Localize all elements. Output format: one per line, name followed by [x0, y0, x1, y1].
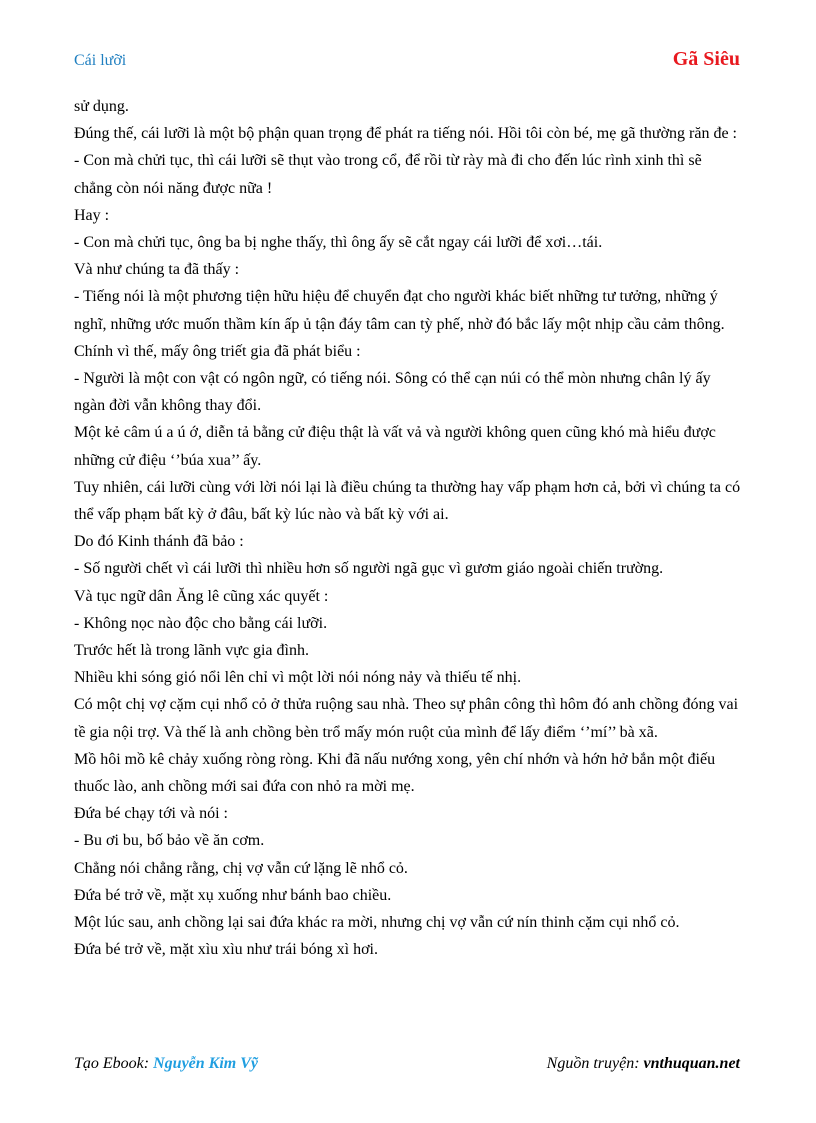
ebook-label: Tạo Ebook	[74, 1055, 144, 1072]
paragraph: Có một chị vợ cặm cụi nhổ cỏ ở thửa ruộng sau nhà. Theo sự phân công thì hôm đó anh chồng đóng vai tề gia nội trợ. Và thế là anh chồng bèn trổ mấy món ruột của mình để lấy điểm ‘’mí’’ bà xã.	[74, 696, 739, 741]
source-credit: Nguồn truyện: vnthuquan.net	[546, 1055, 740, 1072]
paragraph: - Bu ơi bu, bố bảo về ăn cơm.	[74, 832, 265, 850]
source-site: vnthuquan.net	[643, 1055, 740, 1072]
paragraph: Một kẻ câm ú a ú ớ, diễn tả bằng cử điệu thật là vất vả và người không quen cũng khó mà hiểu được những cử điệu ‘’búa xua’’ ấy.	[74, 424, 716, 469]
paragraph: Đứa bé trở về, mặt xìu xìu như trái bóng xì hơi.	[74, 941, 378, 959]
page-title: Cái lưỡi	[74, 52, 127, 69]
author-name: Gã Siêu	[672, 48, 740, 70]
paragraph: Chính vì thế, mấy ông triết gia đã phát biểu :	[74, 342, 361, 360]
paragraph: Nhiều khi sóng gió nổi lên chỉ vì một lời nói nóng nảy và thiếu tế nhị.	[74, 669, 522, 687]
paragraph: Đứa bé chạy tới và nói :	[74, 805, 228, 823]
paragraph: Tuy nhiên, cái lưỡi cùng với lời nói lại là điều chúng ta thường hay vấp phạm hơn cả, bởi vì chúng ta có thể vấp phạm bất kỳ ở đâu, bất kỳ lúc nào và bất kỳ với ai.	[74, 478, 741, 524]
source-label: Nguồn truyện	[546, 1055, 635, 1072]
paragraph: Và như chúng ta đã thấy :	[74, 261, 240, 279]
paragraph: - Số người chết vì cái lưỡi thì nhiều hơn số người ngã gục vì gươm giáo ngoài chiến trường.	[74, 560, 664, 578]
ebook-credit: Tạo Ebook: Nguyễn Kim Vỹ	[74, 1055, 258, 1072]
paragraph: Đứa bé trở về, mặt xụ xuống như bánh bao chiều.	[74, 886, 392, 904]
paragraph: Do đó Kinh thánh đã bảo :	[74, 533, 244, 551]
paragraph: - Người là một con vật có ngôn ngữ, có tiếng nói. Sông có thể cạn núi có thể mòn nhưng chân lý ấy ngàn đời vẫn không thay đổi.	[74, 370, 711, 415]
paragraph: Đúng thế, cái lưỡi là một bộ phận quan trọng để phát ra tiếng nói. Hồi tôi còn bé, mẹ gã thường răn đe :	[74, 125, 737, 143]
paragraph: Hay :	[74, 206, 110, 224]
paragraph: Chẳng nói chẳng rằng, chị vợ vẫn cứ lặng lẽ nhổ cỏ.	[74, 859, 408, 877]
paragraph: - Con mà chửi tục, thì cái lưỡi sẽ thụt vào trong cổ, để rồi từ rày mà đi cho đến lúc rình xinh thì sẽ chẳng còn nói năng được nữa !	[74, 152, 702, 197]
paragraph: Mồ hôi mồ kê chảy xuống ròng ròng. Khi đã nấu nướng xong, yên chí nhớn và hớn hở bắn một điếu thuốc lào, anh chồng mới sai đứa con nhỏ ra mời mẹ.	[74, 750, 716, 796]
paragraph: Một lúc sau, anh chồng lại sai đứa khác ra mời, nhưng chị vợ vẫn cứ nín thinh cặm cụi nhổ cỏ.	[74, 914, 680, 932]
paragraph: Và tục ngữ dân Ăng lê cũng xác quyết :	[74, 587, 329, 605]
paragraph: - Không nọc nào độc cho bằng cái lưỡi.	[74, 614, 328, 632]
paragraph: - Con mà chửi tục, ông ba bị nghe thấy, thì ông ấy sẽ cắt ngay cái lưỡi để xơi…tái.	[74, 234, 603, 252]
paragraph: Trước hết là trong lãnh vực gia đình.	[74, 642, 309, 660]
paragraph: sử dụng.	[74, 98, 129, 115]
ebook-author: Nguyễn Kim Vỹ	[153, 1055, 258, 1072]
paragraph: - Tiếng nói là một phương tiện hữu hiệu để chuyển đạt cho người khác biết những tư tưởng, những ý nghĩ, những ước muốn thầm kín ấp ủ tận đáy tâm can tỳ phế, nhờ đó bắc lấy một nhịp cầu cảm thông.	[74, 288, 725, 333]
story-body	[74, 93, 742, 964]
